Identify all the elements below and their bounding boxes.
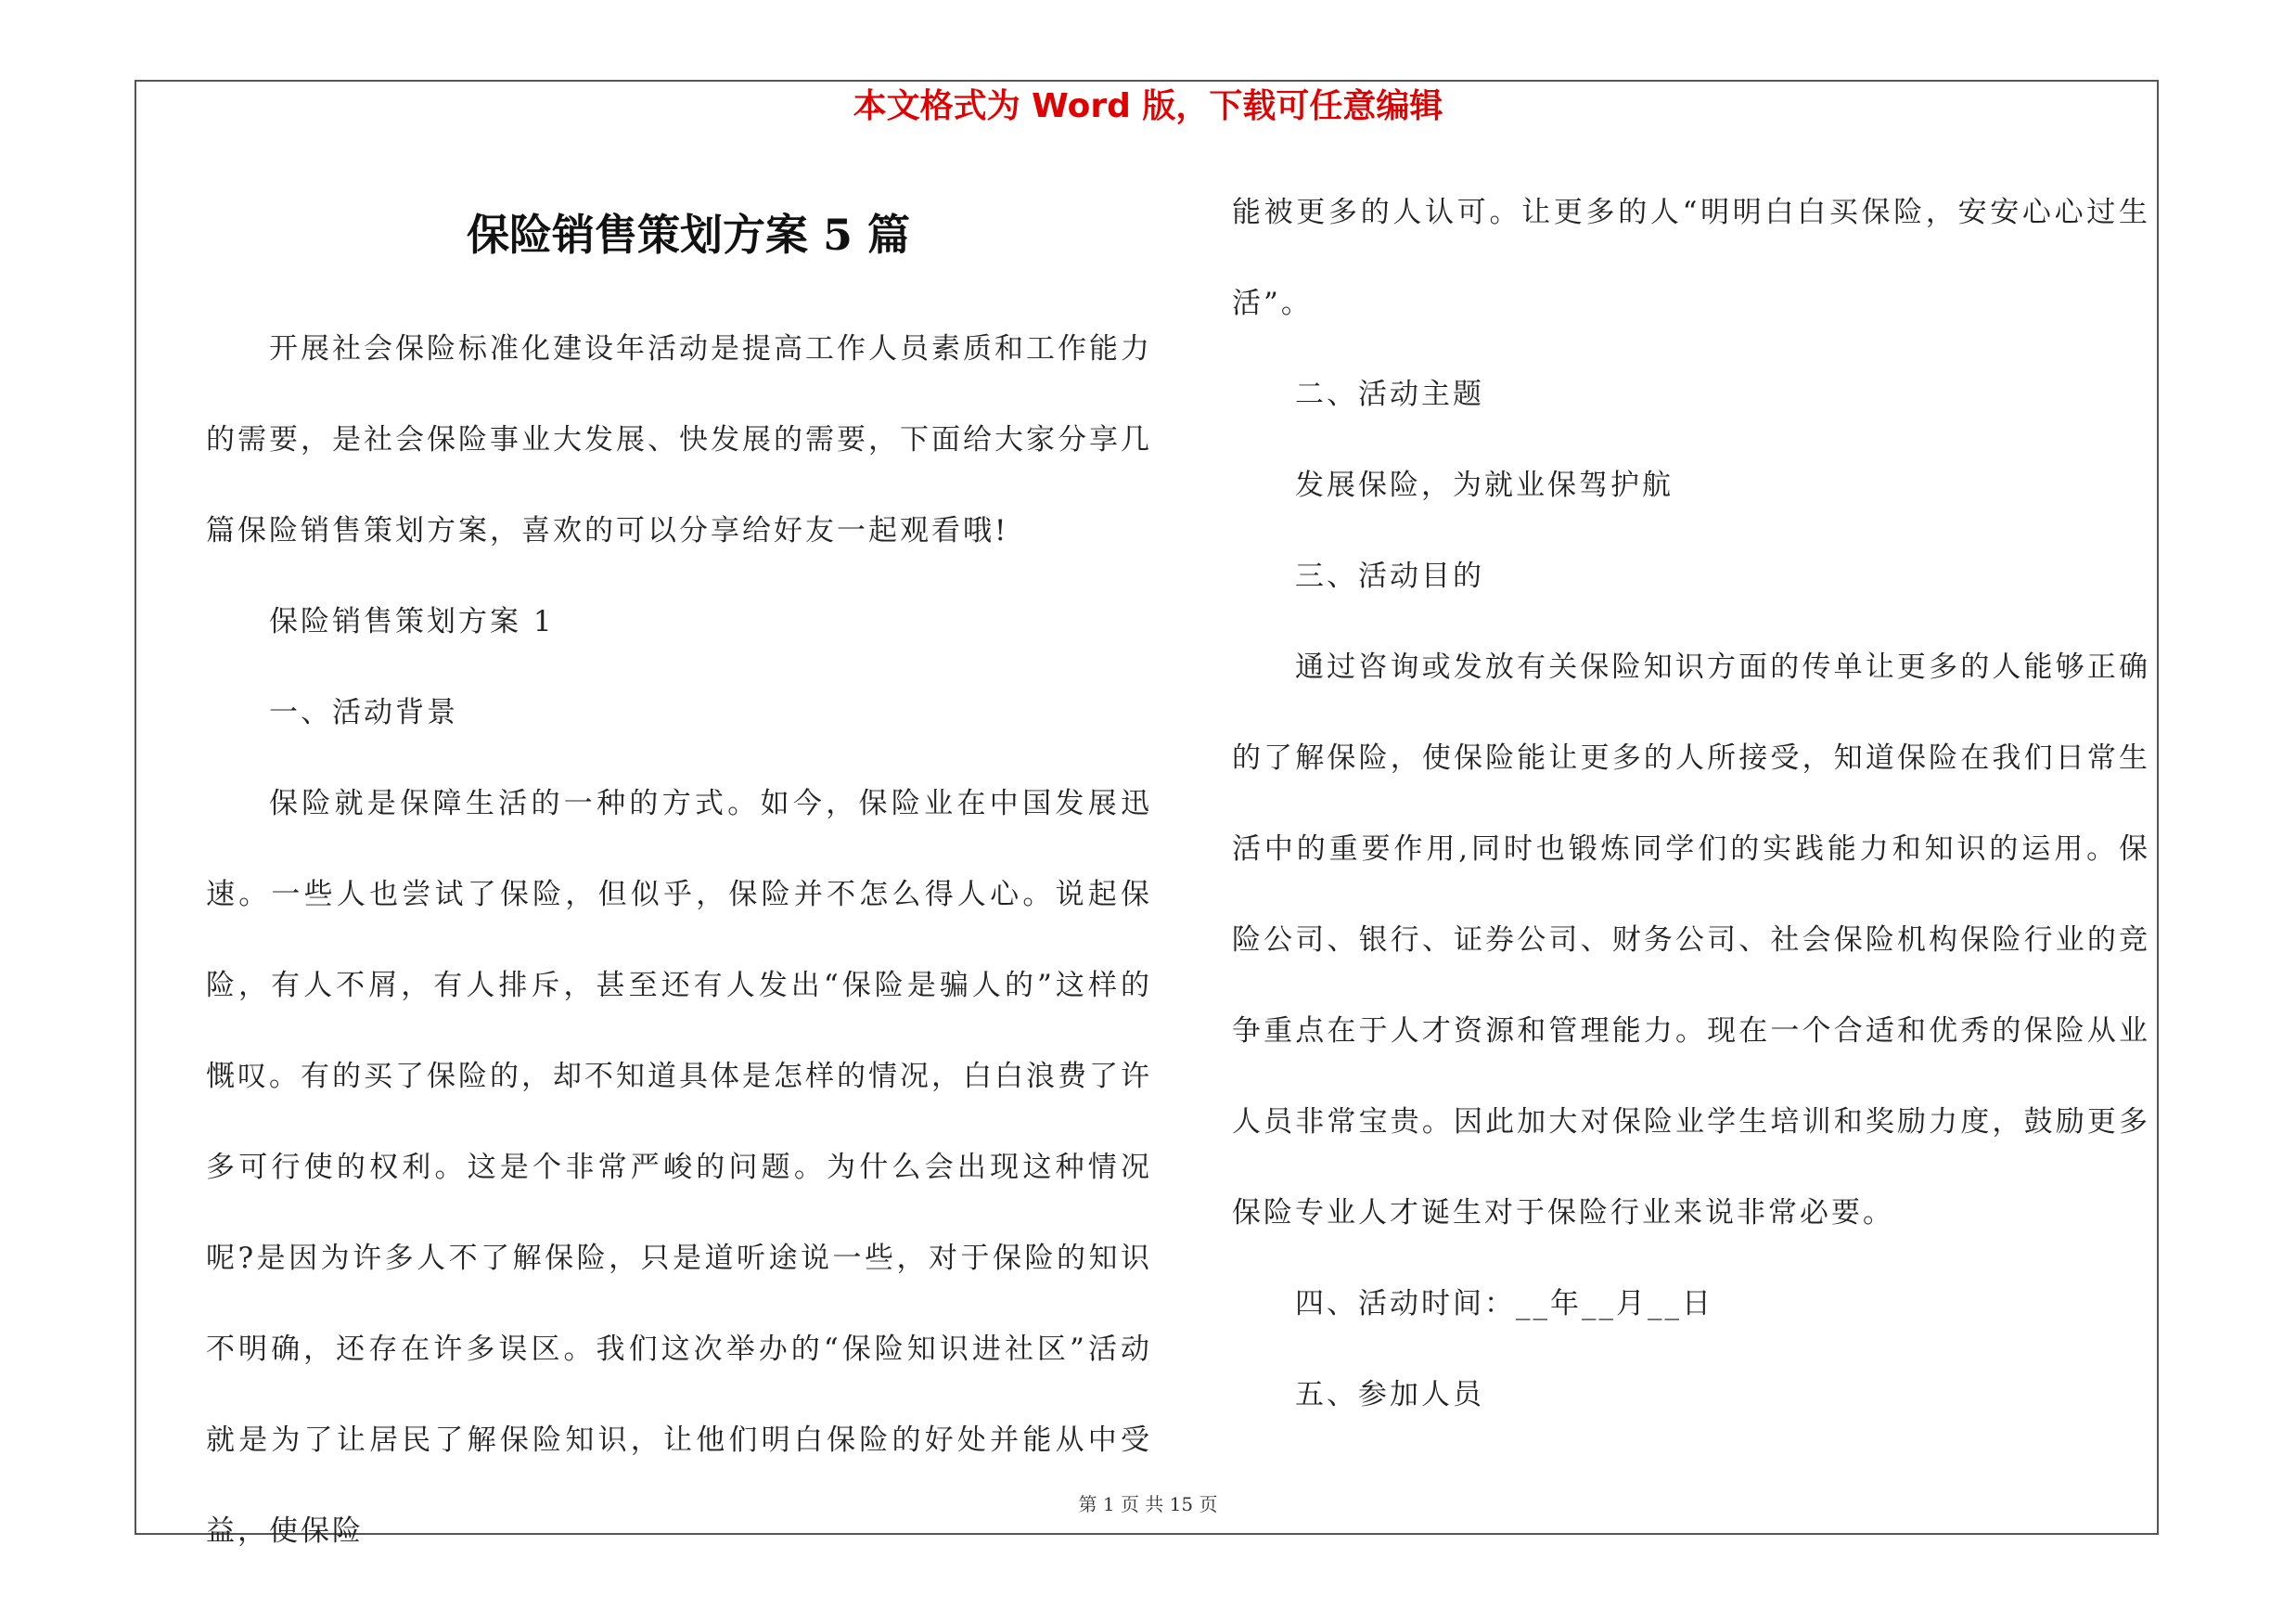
left-column <box>206 303 1152 1577</box>
section-heading-purpose: 三、活动目的 <box>1295 560 1484 593</box>
continued-paragraph: 能被更多的人认可。让更多的人“明明白白买保险，安安心心过生活”。 <box>1232 196 2150 320</box>
section-heading-participants: 五、参加人员 <box>1295 1378 1484 1411</box>
page-number-footer: 第 1 页 共 15 页 <box>1078 1493 1218 1515</box>
plan-heading: 保险销售策划方案 1 <box>269 605 555 638</box>
theme-text: 发展保险，为就业保驾护航 <box>1295 469 1674 502</box>
section-heading-time: 四、活动时间：__年__月__日 <box>1295 1287 1713 1320</box>
background-paragraph: 保险就是保障生活的一种的方式。如今，保险业在中国发展迅速。一些人也尝试了保险，但似乎，保险并不怎么得人心。说起保险，有人不屑，有人排斥，甚至还有人发出“保险是骗人的”这样的慨叹。有的买了保险的，却不知道具体是怎样的情况，白白浪费了许多可行使的权利。这是个非常严峻的问题。为什么会出现这种情况呢?是因为许多人不了解保险，只是道听途说一些，对于保险的知识不明确，还存在许多误区。我们这次举办的“保险知识进社区”活动就是为了让居民了解保险知识，让他们明白保险的好处并能从中受益，使保险 <box>206 787 1152 1548</box>
purpose-paragraph: 通过咨询或发放有关保险知识方面的传单让更多的人能够正确的了解保险，使保险能让更多的人所接受，知道保险在我们日常生活中的重要作用,同时也锻炼同学们的实践能力和知识的运用。保险公司、银行、证券公司、财务公司、社会保险机构保险行业的竞争重点在于人才资源和管理能力。现在一个合适和优秀的保险从业人员非常宝贵。因此加大对保险业学生培训和奖励力度，鼓励更多保险专业人才诞生对于保险行业来说非常必要。 <box>1232 650 2150 1230</box>
right-column <box>1232 167 2150 1440</box>
intro-paragraph: 开展社会保险标准化建设年活动是提高工作人员素质和工作能力的需要，是社会保险事业大发展、快发展的需要，下面给大家分享几篇保险销售策划方案，喜欢的可以分享给好友一起观看哦! <box>206 332 1152 547</box>
section-heading-theme: 二、活动主题 <box>1295 378 1484 411</box>
format-banner: 本文格式为 Word 版，下载可任意编辑 <box>853 87 1443 125</box>
document-title: 保险销售策划方案 5 篇 <box>466 210 911 260</box>
section-heading-background: 一、活动背景 <box>269 696 458 729</box>
